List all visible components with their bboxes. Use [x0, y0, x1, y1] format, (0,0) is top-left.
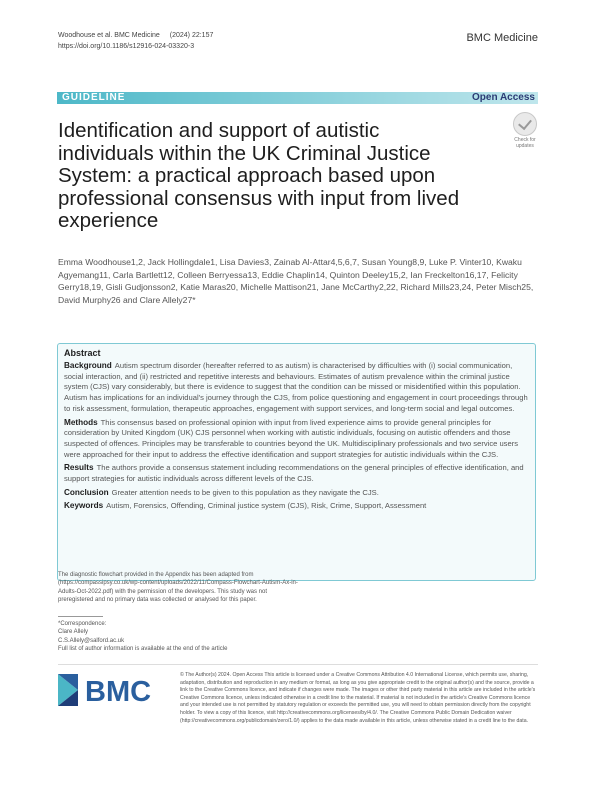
article-type-banner	[57, 92, 538, 104]
running-header	[58, 30, 221, 52]
abstract-results: Results The authors provide a consensus statement including recommendations on the general principles of effective identification, and support strategies for autistic individuals across different levels of the CJS.	[64, 463, 524, 484]
bmc-logo-icon	[58, 672, 168, 708]
footer-divider	[58, 664, 538, 665]
bmc-logo	[58, 672, 168, 708]
author-info-note: Full list of author information is available at the end of the article	[58, 645, 228, 652]
journal-name: BMC Medicine	[466, 32, 538, 44]
check-updates-text: Check for updates	[514, 137, 536, 149]
citation-line	[58, 30, 221, 41]
open-access-label: Open Access	[472, 92, 535, 103]
check-for-updates-badge[interactable]	[510, 112, 540, 149]
correspondence	[58, 620, 303, 653]
license-text: © The Author(s) 2024. Open Access This article is licensed under a Creative Commons Attribution 4.0 International License, which permits use, sharing, adaptation, distribution and reproduction in any medium or format, as long as you give appropriate credit to the original author(s) and the source, provide a link to the Creative Commons licence, and indicate if changes were made. The images or other third party material in this article are included in the article's Creative Commons licence, unless indicated otherwise in a credit line to the material. If material is not included in the article's Creative Commons licence and your intended use is not permitted by statutory regulation or exceeds the permitted use, you will need to obtain permission directly from the copyright holder. To view a copy of this licence, visit http://creativecommons.org/licenses/by/4.0/. The Creative Commons Public Domain Dedication waiver (http://creativecommons.org/publicdomain/zero/1.0/) applies to the data made available in this article, unless otherwise stated in a credit line to the data.	[180, 672, 536, 724]
bmc-logo-text: BMC	[85, 676, 152, 708]
abstract-methods: Methods This consensus based on professional opinion with input from lived experience aims to provide general principles for consideration by United Kingdom (UK) CJS personnel when working with autistic individuals, focusing on autistic offenders and those suspected of offences. Principles may be transferable to countries beyond the UK. Multidisciplinary professionals and two service users were approached for their input to address the effective identification and support strategies for autistic individuals within the CJS.	[64, 417, 519, 459]
article-type-label: GUIDELINE	[62, 92, 126, 103]
abstract-background: Background Autism spectrum disorder (hereafter referred to as autism) is characterised by difficulties with (i) social communication, social interaction, and (ii) restricted and repetitive interests and behaviours. Estimates of autism prevalence within the criminal justice system (CJS) vary considerably, but there is evidence to suggest that the condition can be missed or misidentified within this population. Autism has implications for an individual's journey through the CJS, from police questioning and engagement in court proceedings through to risk assessment, formulation, therapeutic approaches, engagement with support services, and long-term social and legal outcomes.	[64, 361, 528, 413]
author-list: Emma Woodhouse1,2, Jack Hollingdale1, Lisa Davies3, Zainab Al-Attar4,5,6,7, Susan Young8,9, Luke P. Vinter10, Kwaku Agyemang11, Carla Bartlett12, Colleen Berryessa13, Eddie Chaplin14, Quinton Deeley15,2, Ian Freckelton16,17, Felicity Gerry18,19, Gisli Gudjonsson2, Katie Maras20, Michelle Mattison21, Jane McCarthy2,22, Richard Mills23,24, Peter Misch25, David Murphy26 and Clare Allely27*	[58, 257, 534, 305]
abstract-box	[57, 343, 536, 581]
correspondence-label: *Correspondence:	[58, 621, 107, 627]
article-title: Identification and support of autistic individuals within the UK Criminal Justice System: a practical approach based upon professional consensus with input from lived experience	[58, 119, 460, 232]
footnote-divider	[58, 616, 103, 617]
abstract-heading: Abstract	[64, 348, 101, 358]
correspondence-name: Clare Allely	[58, 629, 89, 636]
abstract-conclusion: Conclusion Greater attention needs to be given to this population as they navigate the CJS.	[64, 487, 379, 497]
footnote: The diagnostic flowchart provided in the Appendix has been adapted from (https://compassipsy.co.uk/wp-content/uploads/2022/11/Compass-Flowchart-Autism-Ax-in-Adults-Oct-2022.pdf) with the permission of the developers. This study was not preregistered and no primary data was collected or analysed for this paper.	[58, 572, 298, 603]
check-updates-icon	[513, 112, 537, 136]
abstract-keywords: Keywords Autism, Forensics, Offending, Criminal justice system (CJS), Risk, Crime, Support, Assessment	[64, 501, 427, 511]
doi-link[interactable]: https://doi.org/10.1186/s12916-024-03320-3	[58, 43, 195, 50]
correspondence-email[interactable]: C.S.Allely@salford.ac.uk	[58, 637, 125, 644]
citation-authors: Woodhouse et al. BMC Medicine	[58, 32, 160, 39]
citation-year: (2024) 22:157	[169, 32, 214, 39]
